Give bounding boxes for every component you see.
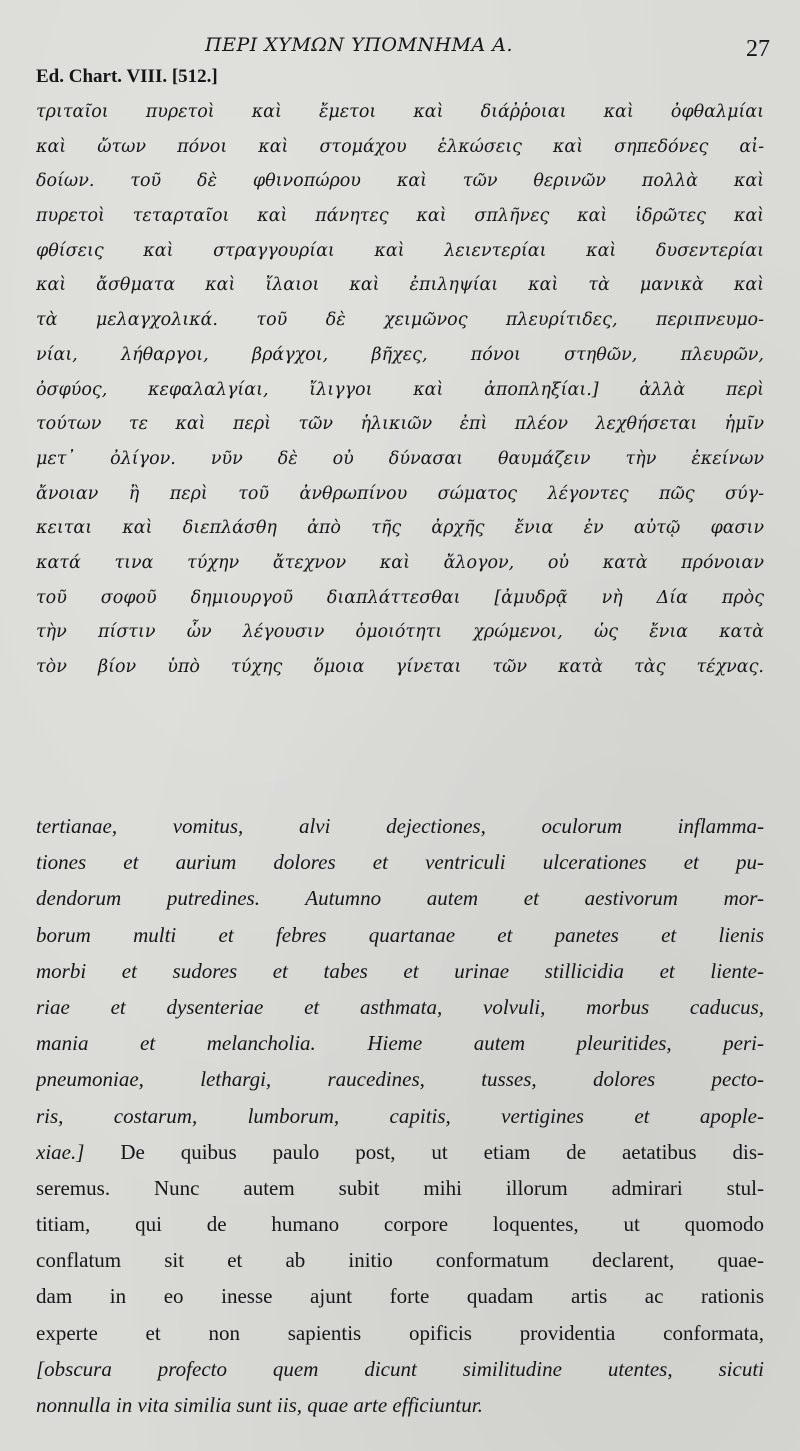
latin-text-block bbox=[36, 808, 764, 1423]
latin-line: [obscura profecto quem dicunt similitudine utentes, sicuti bbox=[36, 1356, 764, 1381]
running-title: ΠΕΡΙ ΧΥΜΩΝ ΥΠΟΜΝΗΜΑ Α. bbox=[205, 34, 514, 56]
greek-line: τὰ μελαγχολικά. τοῦ δὲ χειμῶνος πλευρίτιδες, περιπνευμο- bbox=[36, 310, 764, 331]
latin-line: experte et non sapientis opificis providentia conformata, bbox=[36, 1320, 764, 1345]
running-head bbox=[0, 34, 800, 64]
edition-reference: Ed. Chart. VIII. [512.] bbox=[36, 66, 218, 87]
latin-line: borum multi et febres quartanae et panetes et lienis bbox=[36, 922, 764, 947]
greek-line: τούτων τε καὶ περὶ τῶν ἡλικιῶν ἐπὶ πλέον λεχθήσεται ἡμῖν bbox=[36, 414, 764, 435]
latin-line: ris, costarum, lumborum, capitis, vertigines et apople- bbox=[36, 1103, 764, 1128]
latin-line: pneumoniae, lethargi, raucedines, tusses, dolores pecto- bbox=[36, 1067, 764, 1092]
greek-line: νίαι, λήθαργοι, βράγχοι, βῆχες, πόνοι στηθῶν, πλευρῶν, bbox=[36, 344, 764, 365]
latin-roman-fragment: De quibus paulo post, ut etiam de aetatibus dis- bbox=[84, 1139, 764, 1164]
latin-line: riae et dysenteriae et asthmata, volvuli, morbus caducus, bbox=[36, 994, 764, 1019]
greek-line: μετ᾽ ὀλίγον. νῦν δὲ οὐ δύνασαι θαυμάζειν τὴν ἐκείνων bbox=[36, 448, 764, 469]
greek-line: τὸν βίον ὑπὸ τύχης ὅμοια γίνεται τῶν κατὰ τὰς τέχνας. bbox=[36, 657, 764, 677]
latin-line: conflatum sit et ab initio conformatum declarent, quae- bbox=[36, 1248, 764, 1273]
greek-line: καὶ ὤτων πόνοι καὶ στομάχου ἑλκώσεις καὶ σηπεδόνες αἰ- bbox=[36, 136, 764, 157]
latin-line: mania et melancholia. Hieme autem pleuritides, peri- bbox=[36, 1031, 764, 1056]
greek-line: ἄνοιαν ἢ περὶ τοῦ ἀνθρωπίνου σώματος λέγοντες πῶς σύγ- bbox=[36, 483, 764, 504]
latin-line: seremus. Nunc autem subit mihi illorum admirari stul- bbox=[36, 1175, 764, 1200]
greek-line: κατά τινα τύχην ἄτεχνον καὶ ἄλογον, οὐ κατὰ πρόνοιαν bbox=[36, 552, 764, 573]
latin-line: titiam, qui de humano corpore loquentes, ut quomodo bbox=[36, 1212, 764, 1237]
greek-line: δοίων. τοῦ δὲ φθινοπώρου καὶ τῶν θερινῶν πολλὰ καὶ bbox=[36, 171, 764, 192]
latin-line: morbi et sudores et tabes et urinae stillicidia et liente- bbox=[36, 958, 764, 983]
greek-line: τὴν πίστιν ὧν λέγουσιν ὁμοιότητι χρώμενοι, ὡς ἔνια κατὰ bbox=[36, 622, 764, 643]
latin-line: tertianae, vomitus, alvi dejectiones, oculorum inflamma- bbox=[36, 814, 764, 838]
greek-line: τριταῖοι πυρετοὶ καὶ ἔμετοι καὶ διάῤῥοιαι καὶ ὀφθαλμίαι bbox=[36, 102, 764, 122]
latin-line: nonnulla in vita similia sunt iis, quae arte efficiuntur. bbox=[36, 1393, 483, 1417]
page-number: 27 bbox=[746, 36, 770, 62]
latin-italic-fragment: xiae.] bbox=[36, 1139, 85, 1164]
latin-line: dendorum putredines. Autumno autem et aestivorum mor- bbox=[36, 886, 764, 911]
greek-line: κειται καὶ διεπλάσθη ἀπὸ τῆς ἀρχῆς ἔνια ἐν αὐτῷ φασιν bbox=[36, 518, 764, 539]
greek-line: φθίσεις καὶ στραγγουρίαι καὶ λειεντερίαι καὶ δυσεντερίαι bbox=[36, 240, 764, 261]
greek-line: τοῦ σοφοῦ δημιουργοῦ διαπλάττεσθαι [ἀμυδρᾷ νὴ Δία πρὸς bbox=[36, 587, 764, 608]
greek-line: ὀσφύος, κεφαλαλγίαι, ἴλιγγοι καὶ ἀποπληξίαι.] ἀλλὰ περὶ bbox=[36, 379, 764, 400]
latin-line-mixed bbox=[36, 1134, 764, 1170]
latin-line: dam in eo inesse ajunt forte quadam artis ac rationis bbox=[36, 1284, 764, 1309]
greek-text-block bbox=[36, 95, 764, 685]
greek-line: καὶ ἄσθματα καὶ ἴλαιοι καὶ ἐπιληψίαι καὶ τὰ μανικὰ καὶ bbox=[36, 275, 764, 296]
latin-line: tiones et aurium dolores et ventriculi ulcerationes et pu- bbox=[36, 850, 764, 875]
greek-line: πυρετοὶ τεταρταῖοι καὶ πάνητες καὶ σπλῆνες καὶ ἱδρῶτες καὶ bbox=[36, 206, 764, 227]
